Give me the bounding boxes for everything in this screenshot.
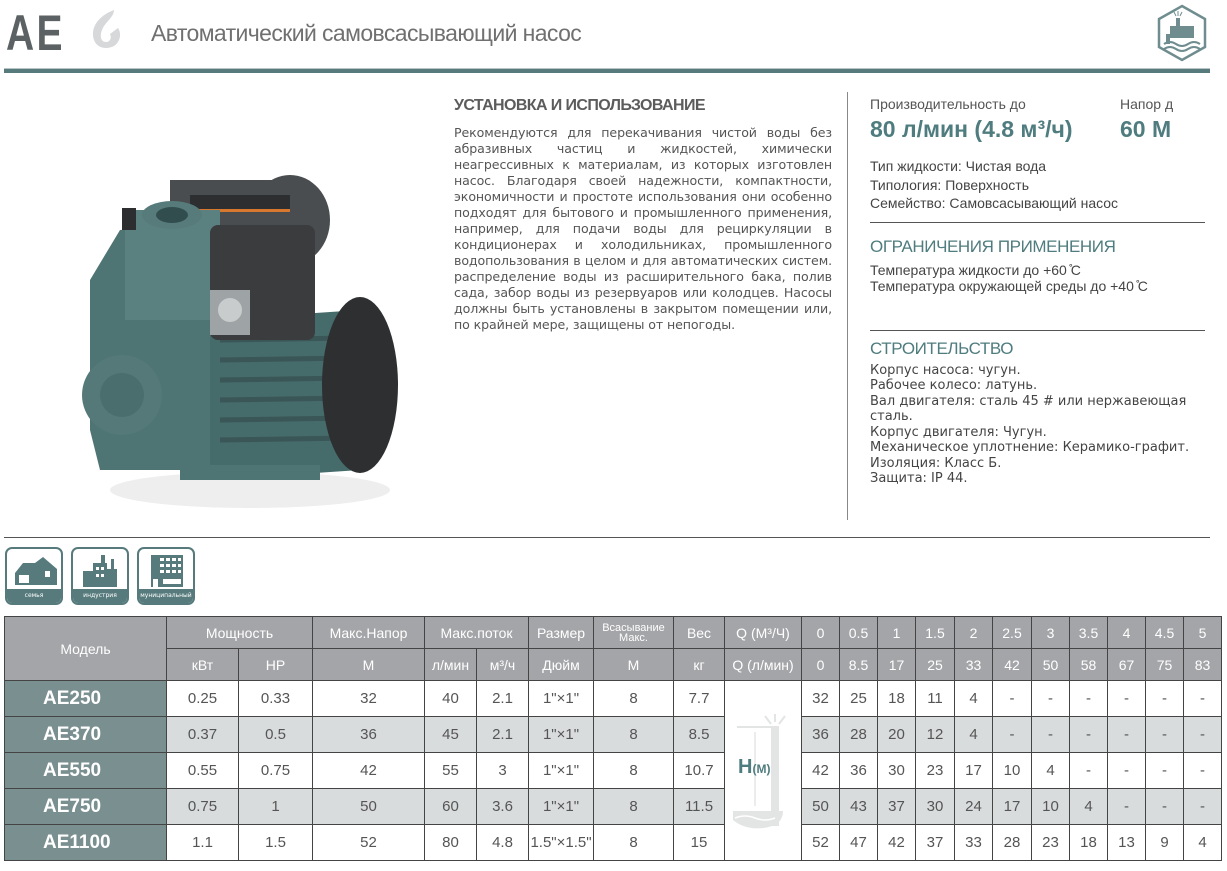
curve-cell: 32 [802,681,840,717]
kw-cell: 0.75 [167,789,239,825]
header-suction-m: M [594,649,674,681]
header-suction: Всасывание Макс. [594,617,674,649]
q-lmin-value: 33 [955,649,993,681]
model-cell: AE1100 [5,825,167,861]
section-divider [4,537,1210,538]
q-lmin-value: 75 [1146,649,1184,681]
applications [5,547,195,605]
curve-cell: 13 [1108,825,1146,861]
curve-cell: 28 [840,717,878,753]
size-cell: 1"×1" [529,717,594,753]
installation-text: Рекомендуются для перекачивания чистой воды без абразивных частиц и жидкостей, химически неагрессивных к материалам, из которых изготовлен насос. Благодаря своей надежности, компактности, экономичности и простоте использования они особенно подходят для бытового и промышленного применения, например, для подачи воды для рециркуляции в кондиционерах и холодильниках, промышленного водопользования в целом и для автоматических систем. распределение воды из расширительного бака, полив сада, забор воды из резервуаров или колодцев. Насосы должны быть установлены в закрытом помещении или, по крайней мере, защищены от непогоды. [454,125,832,332]
curve-cell: 18 [1070,825,1108,861]
curve-cell: 10 [993,753,1032,789]
header-m: M [313,649,425,681]
model-cell: AE370 [5,717,167,753]
construction-line: Защита: IP 44. [870,471,968,486]
table-row [5,789,1222,825]
curve-cell: 18 [878,681,916,717]
q-m3h-value: 1.5 [916,617,955,649]
m3h-cell: 2.1 [477,717,529,753]
weight-cell: 15 [674,825,725,861]
pump-image [60,170,410,515]
specs-panel [870,96,1210,487]
construction-line: Изоляция: Класс Б. [870,455,1002,471]
weight-cell: 8.5 [674,717,725,753]
kw-cell: 1.1 [167,825,239,861]
header-kw: кВт [167,649,239,681]
application-label: муниципальный [139,589,193,603]
curve-cell: - [1070,717,1108,753]
construction-line: Корпус насоса: чугун. [870,362,1021,378]
application-municipal [137,547,195,605]
performance-table [4,616,1222,861]
curve-cell: - [993,681,1032,717]
size-cell: 1"×1" [529,789,594,825]
curve-cell: 25 [840,681,878,717]
curve-cell: - [1184,717,1222,753]
curve-cell: - [1146,789,1184,825]
q-lmin-value: 25 [916,649,955,681]
curve-cell: 42 [878,825,916,861]
curve-cell: 42 [802,753,840,789]
q-lmin-value: 83 [1184,649,1222,681]
curve-cell: 43 [840,789,878,825]
curve-cell: - [1146,717,1184,753]
curve-cell: - [1184,681,1222,717]
head-axis-label: H(M) [738,755,771,778]
kw-cell: 0.37 [167,717,239,753]
suction-cell: 8 [594,681,674,717]
curve-cell: - [1108,789,1146,825]
suction-cell: 8 [594,717,674,753]
curve-cell: 50 [802,789,840,825]
curve-cell: 11 [916,681,955,717]
q-m3h-value: 3.5 [1070,617,1108,649]
spec-divider [870,222,1205,223]
suction-cell: 8 [594,753,674,789]
q-lmin-value: 50 [1032,649,1070,681]
curve-cell: 30 [916,789,955,825]
building-icon [145,553,191,589]
curve-cell: - [1108,681,1146,717]
m3h-cell: 3.6 [477,789,529,825]
application-label: семья [7,589,61,603]
curve-cell: 4 [1184,825,1222,861]
curve-cell: - [1184,789,1222,825]
kw-cell: 0.25 [167,681,239,717]
q-m3h-value: 0.5 [840,617,878,649]
model-cell: AE750 [5,789,167,825]
m3h-cell: 3 [477,753,529,789]
header-weight: Вес [674,617,725,649]
construction-line: Механическое уплотнение: Керамико-графит. [870,440,1190,455]
size-cell: 1"×1" [529,753,594,789]
head-cell: 42 [313,753,425,789]
head-cell: 36 [313,717,425,753]
m3h-cell: 2.1 [477,681,529,717]
head-cell: 32 [313,681,425,717]
installation-section [454,97,832,333]
header-inch: Дюйм [529,649,594,681]
curve-cell: 4 [955,681,993,717]
head-diagram-cell [725,681,802,861]
construction-title: СТРОИТЕЛЬСТВО [870,338,1014,358]
head-label: Напор д [1120,96,1174,112]
size-cell: 1"×1" [529,681,594,717]
q-m3h-value: 2 [955,617,993,649]
head-value: 60 M [1120,116,1172,142]
q-m3h-value: 1 [878,617,916,649]
capacity-label: Производительность до [870,96,1026,112]
curve-cell: 10 [1032,789,1070,825]
lmin-cell: 60 [425,789,477,825]
header-max-flow: Макс.поток [425,617,529,649]
curve-cell: 4 [1032,753,1070,789]
curve-cell: 37 [878,789,916,825]
header-divider [4,68,1210,73]
limits-title: ОГРАНИЧЕНИЯ ПРИМЕНЕНИЯ [870,236,1116,256]
header-m3h: м³/ч [477,649,529,681]
q-lmin-value: 0 [802,649,840,681]
page-header [0,0,1227,75]
hp-cell: 1 [239,789,313,825]
lmin-cell: 40 [425,681,477,717]
column-divider [847,92,848,520]
curve-cell: 36 [802,717,840,753]
curve-cell: 9 [1146,825,1184,861]
brand-leaf-icon [84,6,130,52]
q-lmin-value: 58 [1070,649,1108,681]
table-row [5,753,1222,789]
q-lmin-value: 8.5 [840,649,878,681]
kw-cell: 0.55 [167,753,239,789]
header-q-lmin-label: Q (л/мин) [725,649,802,681]
header-power: Мощность [167,617,313,649]
q-m3h-value: 4 [1108,617,1146,649]
product-code: AE [6,5,65,61]
curve-cell: 52 [802,825,840,861]
construction-line: Вал двигателя: сталь 45 # или нержавеющая сталь. [870,393,1187,424]
construction-line: Корпус двигателя: Чугун. [870,424,1047,440]
table-row [5,681,1222,717]
curve-cell: 4 [955,717,993,753]
curve-cell: - [1070,681,1108,717]
q-m3h-value: 5 [1184,617,1222,649]
curve-cell: 36 [840,753,878,789]
header-max-head: Макс.Напор [313,617,425,649]
curve-cell: 33 [955,825,993,861]
header-hp: HP [239,649,313,681]
weight-cell: 10.7 [674,753,725,789]
curve-cell: 23 [916,753,955,789]
curve-cell: 20 [878,717,916,753]
suction-cell: 8 [594,825,674,861]
curve-cell: - [1146,681,1184,717]
industrial-water-hexagon-icon [1156,4,1208,62]
suction-cell: 8 [594,789,674,825]
curve-cell: 37 [916,825,955,861]
hp-cell: 0.75 [239,753,313,789]
curve-cell: - [1032,717,1070,753]
m3h-cell: 4.8 [477,825,529,861]
lmin-cell: 45 [425,717,477,753]
table-row [5,717,1222,753]
application-label: индустрия [73,589,127,603]
curve-cell: 12 [916,717,955,753]
header-model: Модель [5,617,167,681]
q-m3h-value: 3 [1032,617,1070,649]
head-cell: 50 [313,789,425,825]
curve-cell: - [1108,753,1146,789]
spec-divider [870,330,1205,331]
curve-cell: 4 [1070,789,1108,825]
curve-cell: - [993,717,1032,753]
capacity-value: 80 л/мин (4.8 м³/ч) [870,116,1073,142]
hp-cell: 0.33 [239,681,313,717]
curve-cell: 17 [955,753,993,789]
weight-cell: 7.7 [674,681,725,717]
house-icon [13,553,59,589]
curve-cell: - [1184,753,1222,789]
limit-line: Температура жидкости до +60 ̊C [870,261,1081,278]
weight-cell: 11.5 [674,789,725,825]
construction-line: Рабочее колесо: латунь. [870,378,1038,393]
header-lmin: л/мин [425,649,477,681]
curve-cell: - [1070,753,1108,789]
q-lmin-value: 17 [878,649,916,681]
curve-cell: 28 [993,825,1032,861]
lmin-cell: 55 [425,753,477,789]
header-kg: кг [674,649,725,681]
curve-cell: 30 [878,753,916,789]
curve-cell: 17 [993,789,1032,825]
lmin-cell: 80 [425,825,477,861]
curve-cell: - [1146,753,1184,789]
factory-icon [79,553,125,589]
installation-title: УСТАНОВКА И ИСПОЛЬЗОВАНИЕ [454,97,705,114]
q-m3h-value: 4.5 [1146,617,1184,649]
typology: Типология: Поверхность [870,176,1029,193]
model-cell: AE550 [5,753,167,789]
curve-cell: 24 [955,789,993,825]
application-industry [71,547,129,605]
limit-line: Температура окружающей среды до +40 ̊C [870,277,1148,294]
curve-cell: - [1032,681,1070,717]
head-cell: 52 [313,825,425,861]
header-size: Размер [529,617,594,649]
hp-cell: 0.5 [239,717,313,753]
q-lmin-value: 67 [1108,649,1146,681]
curve-cell: 23 [1032,825,1070,861]
model-cell: AE250 [5,681,167,717]
q-m3h-value: 0 [802,617,840,649]
header-q-m3h-label: Q (M³/Ч) [725,617,802,649]
table-row [5,825,1222,861]
page-title: Автоматический самовсасывающий насос [151,20,582,46]
hp-cell: 1.5 [239,825,313,861]
size-cell: 1.5"×1.5" [529,825,594,861]
q-m3h-value: 2.5 [993,617,1032,649]
curve-cell: - [1108,717,1146,753]
family: Семейство: Самовсасывающий насос [870,195,1119,211]
q-lmin-value: 42 [993,649,1032,681]
fluid-type: Тип жидкости: Чистая вода [870,158,1047,174]
curve-cell: 47 [840,825,878,861]
application-family [5,547,63,605]
